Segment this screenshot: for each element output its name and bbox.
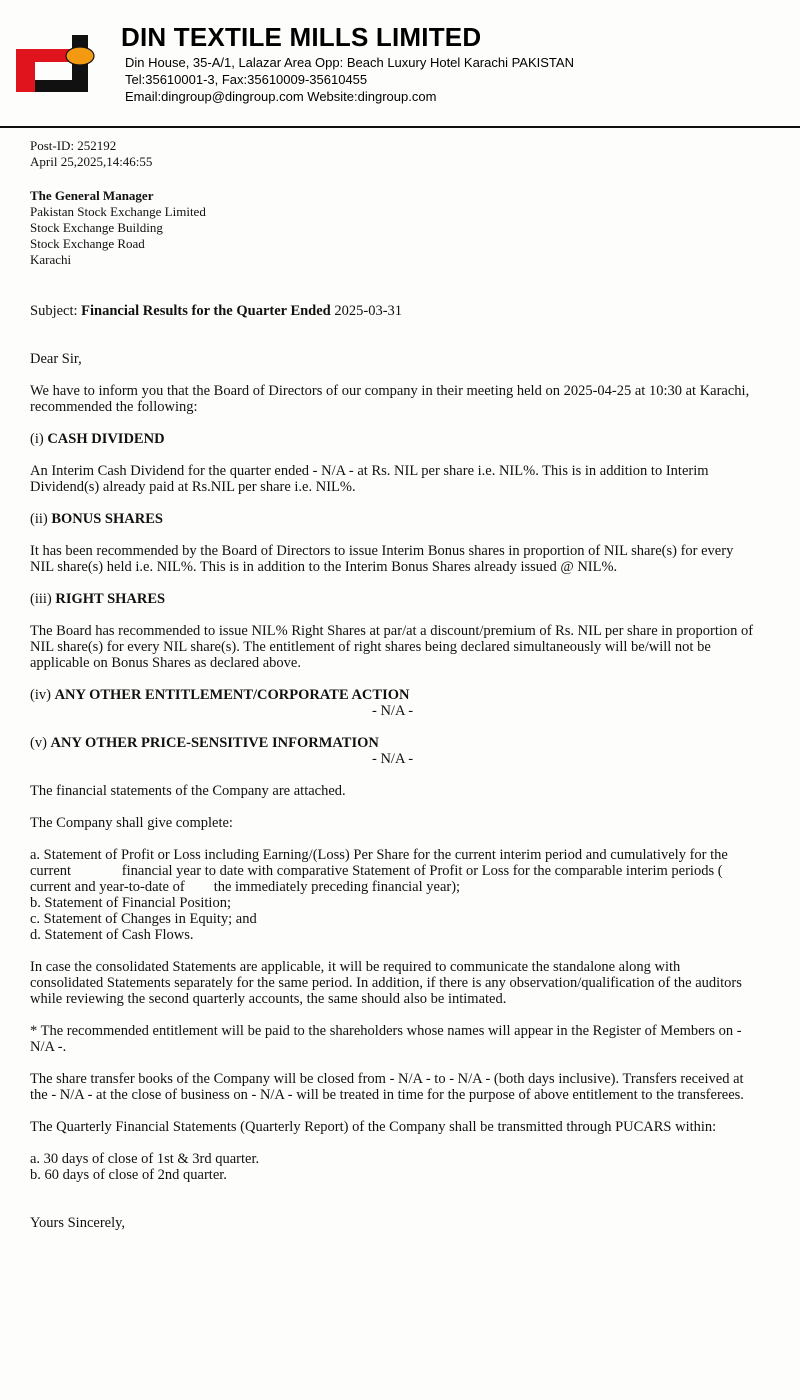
text-line: The Board has recommended to issue NIL% Right Shares at par/at a discount/premium of Rs. NIL per share in proportion of [30, 623, 754, 639]
company-tel-fax: Tel:35610001-3, Fax:35610009-35610455 [125, 72, 368, 87]
text-line: the - N/A - at the close of business on - N/A - will be treated in time for the purpose of above entitlement to the transferees. [30, 1087, 744, 1103]
list-item: a. 30 days of close of 1st & 3rd quarter. [30, 1151, 260, 1167]
text-line: applicable on Bonus Shares as declared above. [30, 655, 301, 671]
list-item: a. Statement of Profit or Loss including Earning/(Loss) Per Share for the current interim period and cumulatively for the [30, 847, 728, 863]
text-line: It has been recommended by the Board of Directors to issue Interim Bonus shares in proportion of NIL share(s) for every [30, 543, 734, 559]
list-item: current financial year to date with comparative Statement of Profit or Loss for the comparable interim periods ( [30, 863, 723, 879]
post-id: Post-ID: 252192 [30, 138, 117, 153]
letterhead-divider [0, 126, 800, 128]
subject-line [30, 303, 402, 319]
recipient-title: The General Manager [30, 188, 154, 203]
text-line: In case the consolidated Statements are applicable, it will be required to communicate the standalone along with [30, 959, 681, 975]
post-datetime: April 25,2025,14:46:55 [30, 154, 153, 169]
text-line: while reviewing the second quarterly accounts, the same should also be intimated. [30, 991, 507, 1007]
text-line: Dividend(s) already paid at Rs.NIL per share i.e. NIL%. [30, 479, 356, 495]
text-line: We have to inform you that the Board of Directors of our company in their meeting held on 2025-04-25 at 10:30 at Karachi, [30, 383, 750, 399]
text-line: recommended the following: [30, 399, 198, 415]
list-item: b. Statement of Financial Position; [30, 895, 231, 911]
list-item: c. Statement of Changes in Equity; and [30, 911, 257, 927]
subject-text: Financial Results for the Quarter Ended [81, 303, 331, 319]
subject-label: Subject: [30, 303, 78, 319]
section-heading-price-sensitive: (v) ANY OTHER PRICE-SENSITIVE INFORMATION [30, 735, 379, 751]
recipient-line: Stock Exchange Road [30, 236, 145, 251]
company-logo [14, 32, 96, 94]
statements-list [30, 847, 800, 943]
consolidated-paragraph [30, 959, 800, 1007]
subject-date: 2025-03-31 [334, 303, 403, 319]
list-item: d. Statement of Cash Flows. [30, 927, 194, 943]
recipient-line: Pakistan Stock Exchange Limited [30, 204, 206, 219]
list-item: b. 60 days of close of 2nd quarter. [30, 1167, 227, 1183]
company-address: Din House, 35-A/1, Lalazar Area Opp: Beach Luxury Hotel Karachi PAKISTAN [125, 55, 574, 70]
recipient-line: Karachi [30, 252, 72, 267]
letterhead [0, 0, 800, 128]
section-heading-other-entitlement: (iv) ANY OTHER ENTITLEMENT/CORPORATE ACTION [30, 687, 410, 703]
price-sensitive-value: - N/A - [372, 751, 414, 767]
book-closure-paragraph [30, 1071, 800, 1103]
intro-paragraph [30, 383, 800, 415]
company-email-website: Email:dingroup@dingroup.com Website:dingroup.com [125, 89, 437, 104]
list-item: current and year-to-date of the immediately preceding financial year); [30, 879, 461, 895]
shall-give-note: The Company shall give complete: [30, 815, 233, 831]
text-line: * The recommended entitlement will be paid to the shareholders whose names will appear in the Register of Members on - [30, 1023, 742, 1039]
recipient-line: Stock Exchange Building [30, 220, 163, 235]
text-line: An Interim Cash Dividend for the quarter ended - N/A - at Rs. NIL per share i.e. NIL%. This is in addition to Interim [30, 463, 709, 479]
section-heading-cash-dividend: (i) CASH DIVIDEND [30, 431, 165, 447]
entitlement-paragraph [30, 1023, 800, 1055]
text-line: NIL share(s) held i.e. NIL%. This is in addition to the Interim Bonus Shares already issued @ NIL%. [30, 559, 618, 575]
other-entitlement-value: - N/A - [372, 703, 414, 719]
closing: Yours Sincerely, [30, 1215, 126, 1231]
pucars-list [30, 1151, 800, 1183]
salutation: Dear Sir, [30, 351, 82, 367]
section-heading-right-shares: (iii) RIGHT SHARES [30, 591, 166, 607]
company-name: DIN TEXTILE MILLS LIMITED [121, 22, 482, 52]
text-line: NIL share(s) for every NIL share(s). The entitlement of right shares being declared simultaneously will be/will not be [30, 639, 711, 655]
text-line: N/A -. [30, 1039, 67, 1055]
pucars-note: The Quarterly Financial Statements (Quarterly Report) of the Company shall be transmitted through PUCARS within: [30, 1119, 717, 1135]
text-line: consolidated Statements separately for the same period. In addition, if there is any observation/qualification of the auditors [30, 975, 742, 991]
attached-note: The financial statements of the Company are attached. [30, 783, 346, 799]
section-heading-bonus-shares: (ii) BONUS SHARES [30, 511, 163, 527]
cash-dividend-paragraph [30, 463, 800, 495]
right-shares-paragraph [30, 623, 800, 671]
text-line: The share transfer books of the Company will be closed from - N/A - to - N/A - (both days inclusive). Transfers received at [30, 1071, 744, 1087]
bonus-shares-paragraph [30, 543, 800, 575]
